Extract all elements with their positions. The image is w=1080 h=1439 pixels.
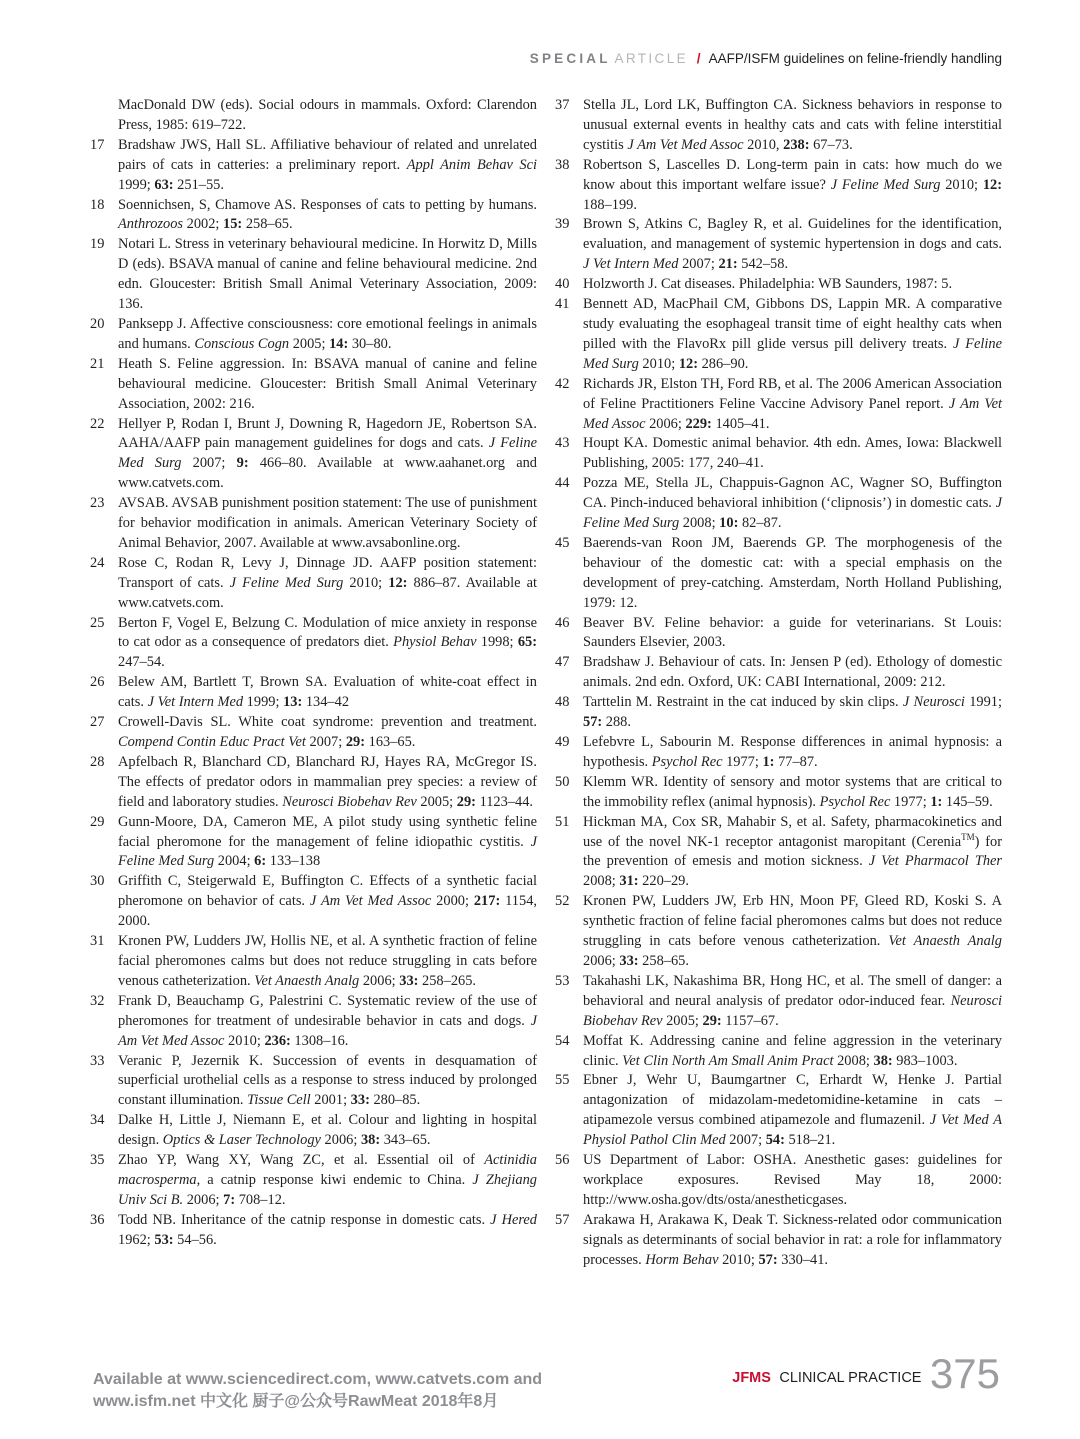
reference-number: 43 (555, 435, 570, 452)
reference-text: Brown S, Atkins C, Bagley R, et al. Guidelines for the identification, evaluation, and management of systemic hypertension in dogs and cats. J Vet Intern Med 2007; 21: 542–58. (583, 216, 1002, 273)
reference-number: 29 (90, 813, 105, 830)
reference-text: Holzworth J. Cat diseases. Philadelphia: WB Saunders, 1987: 5. (583, 276, 953, 293)
reference-item (555, 693, 1002, 733)
reference-text: Tarttelin M. Restraint in the cat induced by skin clips. J Neurosci 1991; 57: 288. (583, 694, 1002, 731)
reference-number: 26 (90, 674, 105, 691)
reference-item (90, 554, 537, 614)
reference-item (555, 813, 1002, 893)
reference-number: 21 (90, 355, 105, 372)
reference-item (90, 813, 537, 873)
reference-item (90, 1211, 537, 1251)
reference-text: Crowell-Davis SL. White coat syndrome: prevention and treatment. Compend Contin Educ Pract Vet 2007; 29: 163–65. (118, 714, 537, 750)
reference-item (90, 235, 537, 315)
reference-number: 48 (555, 694, 570, 711)
reference-number: 52 (555, 893, 570, 910)
header-separator: / (696, 51, 701, 66)
reference-text: Notari L. Stress in veterinary behavioural medicine. In Horwitz D, Mills D (eds). BSAVA manual of canine and feline behavioural medicine. 2nd edn. Gloucester: British Small Animal Veterinary Association, 2009: 136. (118, 236, 537, 313)
reference-item (90, 614, 537, 674)
reference-text: Bradshaw J. Behaviour of cats. In: Jensen P (ed). Ethology of domestic animals. 2nd edn. Oxford, UK: CABI International, 2009: 212. (583, 654, 1002, 691)
reference-text: US Department of Labor: OSHA. Anesthetic gases: guidelines for workplace exposures. Revised May 18, 2000: http://www.osha.gov/dts/osta/anestheticgases. (583, 1152, 1002, 1208)
availability-line-2: www.isfm.net 中文化 厨子@公众号RawMeat 2018年8月 (93, 1393, 499, 1410)
reference-text: Bradshaw JWS, Hall SL. Affiliative behaviour of related and unrelated pairs of cats in catteries: a preliminary report. Appl Anim Behav Sci 1999; 63: 251–55. (118, 136, 537, 193)
reference-item (555, 1071, 1002, 1151)
reference-number: 17 (90, 136, 105, 153)
reference-text: Gunn-Moore, DA, Cameron ME, A pilot study using synthetic feline facial pheromone for the management of feline idiopathic cystitis. J Feline Med Surg 2004; 6: 133–138 (118, 813, 537, 870)
reference-number: 42 (555, 375, 570, 392)
reference-item (90, 494, 537, 554)
reference-item (555, 275, 1002, 295)
reference-text: Richards JR, Elston TH, Ford RB, et al. The 2006 American Association of Feline Practitioners Feline Vaccine Advisory Panel report. J Am Vet Med Assoc 2006; 229: 1405–41. (583, 375, 1002, 432)
reference-item (90, 872, 537, 932)
reference-number: 50 (555, 773, 570, 790)
reference-item (555, 1032, 1002, 1072)
journal-abbrev: JFMS (732, 1370, 771, 1386)
reference-text: Robertson S, Lascelles D. Long-term pain in cats: how much do we know about this important welfare issue? J Feline Med Surg 2010; 12: 188–199. (583, 156, 1002, 213)
reference-number: 46 (555, 614, 570, 631)
reference-text: Rose C, Rodan R, Levy J, Dinnage JD. AAFP position statement: Transport of cats. J Feline Med Surg 2010; 12: 886–87. Available at www.catvets.com. (118, 554, 537, 611)
reference-text: Hickman MA, Cox SR, Mahabir S, et al. Safety, pharmacokinetics and use of the novel NK-1 receptor antagonist maropitant (Cerenia™) for the prevention of emesis and motion sickness. J Vet Pharmacol Ther 2008; 31: 220–29. (583, 813, 1003, 890)
reference-number: 55 (555, 1072, 570, 1089)
reference-item (555, 375, 1002, 435)
reference-item (90, 713, 537, 753)
reference-text: AVSAB. AVSAB punishment position statement: The use of punishment for behavior modification in animals. American Veterinary Society of Animal Behavior, 2007. Available at www.avsabonline.org. (118, 495, 537, 551)
reference-item (555, 614, 1002, 654)
section-label-article: ARTICLE (614, 51, 689, 66)
reference-text: Dalke H, Little J, Niemann E, et al. Colour and lighting in hospital design. Optics & Laser Technology 2006; 38: 343–65. (118, 1112, 537, 1149)
section-label: SPECIAL (529, 51, 611, 66)
reference-text: Hellyer P, Rodan I, Brunt J, Downing R, Hagedorn JE, Robertson SA. AAHA/AAFP pain management guidelines for dogs and cats. J Feline Med Surg 2007; 9: 466–80. Available at www.aahanet.org and www.catvets.com. (118, 415, 537, 492)
reference-text: Ebner J, Wehr U, Baumgartner C, Erhardt W, Henke J. Partial antagonization of midazolam-medetomidine-ketamine in cats – atipamezole versus combined atipamezole and flumazenil. J Vet Med A Physiol Pathol Clin Med 2007; 54: 518–21. (583, 1072, 1002, 1149)
reference-number: 53 (555, 972, 570, 989)
reference-number: 39 (555, 216, 570, 233)
reference-text: Panksepp J. Affective consciousness: core emotional feelings in animals and humans. Conscious Cogn 2005; 14: 30–80. (118, 315, 537, 352)
reference-item (555, 534, 1002, 614)
reference-text: Klemm WR. Identity of sensory and motor systems that are critical to the immobility reflex (animal hypnosis). Psychol Rec 1977; 1: 145–59. (583, 773, 1002, 810)
reference-number: 32 (90, 992, 105, 1009)
reference-number: 18 (90, 196, 105, 213)
journal-footer (732, 1350, 1000, 1398)
reference-number: 24 (90, 554, 105, 571)
reference-number: 28 (90, 753, 105, 770)
reference-number: 44 (555, 475, 570, 492)
reference-item (555, 215, 1002, 275)
reference-item (90, 355, 537, 415)
reference-number: 37 (555, 97, 570, 113)
reference-number: 34 (90, 1112, 105, 1129)
reference-text: Apfelbach R, Blanchard CD, Blanchard RJ, Hayes RA, McGregor IS. The effects of predator odors in mammalian prey species: a review of field and laboratory studies. Neurosci Biobehav Rev 2005; 29: 1123–44. (118, 753, 537, 810)
journal-section: CLINICAL PRACTICE (779, 1370, 922, 1386)
reference-column-left (90, 96, 537, 1251)
reference-text: Stella JL, Lord LK, Buffington CA. Sickness behaviors in response to unusual external events in healthy cats and cats with feline interstitial cystitis J Am Vet Med Assoc 2010, 238: 67–73. (583, 97, 1002, 153)
reference-number: 38 (555, 156, 570, 173)
reference-number: 36 (90, 1211, 105, 1228)
reference-text: Baerends-van Roon JM, Baerends GP. The morphogenesis of the behaviour of the domestic cat: with a special emphasis on the development of prey-catching. Amsterdam, North Holland Publishing, 1979: 12. (583, 534, 1002, 611)
reference-number: 23 (90, 495, 105, 512)
reference-item (90, 415, 537, 495)
reference-text: Soennichsen, S, Chamove AS. Responses of cats to petting by humans. Anthrozoos 2002; 15: 258–65. (118, 196, 537, 233)
reference-text: Lefebvre L, Sabourin M. Response differences in animal hypnosis: a hypothesis. Psychol Rec 1977; 1: 77–87. (583, 734, 1002, 770)
reference-text: Takahashi LK, Nakashima BR, Hong HC, et al. The smell of danger: a behavioral and neural analysis of predator odor-induced fear. Neurosci Biobehav Rev 2005; 29: 1157–67. (583, 972, 1002, 1029)
reference-item (555, 1151, 1002, 1211)
reference-number: 51 (555, 813, 570, 830)
reference-text: Moffat K. Addressing canine and feline aggression in the veterinary clinic. Vet Clin North Am Small Anim Pract 2008; 38: 983–1003. (583, 1032, 1002, 1069)
reference-item (555, 972, 1002, 1032)
availability-note (93, 1369, 542, 1413)
reference-number: 22 (90, 415, 105, 432)
page-number: 375 (929, 1350, 1000, 1397)
reference-number: 40 (555, 276, 570, 293)
reference-number: 49 (555, 734, 570, 750)
reference-number: 35 (90, 1152, 105, 1169)
reference-item (90, 196, 537, 236)
reference-number: 33 (90, 1052, 105, 1069)
reference-number: 25 (90, 614, 105, 631)
reference-text: Beaver BV. Feline behavior: a guide for veterinarians. St Louis: Saunders Elsevier, 2003. (583, 614, 1002, 651)
reference-number: 45 (555, 534, 570, 551)
reference-item (555, 773, 1002, 813)
reference-item (555, 653, 1002, 693)
reference-item (555, 156, 1002, 216)
reference-item (90, 1151, 537, 1211)
reference-item (90, 753, 537, 813)
reference-number: 54 (555, 1032, 570, 1049)
reference-text: Heath S. Feline aggression. In: BSAVA manual of canine and feline behavioural medicine. Gloucester: British Small Animal Veterinary Association, 2002: 216. (118, 355, 537, 412)
reference-item (555, 474, 1002, 534)
reference-number: 27 (90, 714, 105, 731)
running-head (530, 51, 1002, 66)
reference-number: 19 (90, 236, 105, 253)
reference-text: Arakawa H, Arakawa K, Deak T. Sickness-related odor communication signals as determinants of social behavior in rat: a role for inflammatory processes. Horm Behav 2010; 57: 330–41. (583, 1211, 1002, 1268)
reference-item (555, 434, 1002, 474)
reference-text: Veranic P, Jezernik K. Succession of events in desquamation of superficial urothelial cells as a response to stress induced by prolonged constant illumination. Tissue Cell 2001; 33: 280–85. (118, 1052, 537, 1109)
reference-column-right (555, 96, 1002, 1270)
reference-item (90, 1052, 537, 1112)
reference-text: Belew AM, Bartlett T, Brown SA. Evaluation of white-coat effect in cats. J Vet Intern Med 1999; 13: 134–42 (118, 674, 537, 711)
reference-item (555, 892, 1002, 972)
reference-number: 41 (555, 296, 570, 313)
reference-item (90, 315, 537, 355)
reference-item (555, 1211, 1002, 1271)
availability-line-1: Available at www.sciencedirect.com, www.catvets.com and (93, 1371, 543, 1388)
reference-text: Kronen PW, Ludders JW, Hollis NE, et al. A synthetic fraction of feline facial pheromones calms but does not reduce struggling in cats before venous catheterization. Vet Anaesth Analg 2006; 33: 258–265. (118, 933, 537, 989)
reference-text: Bennett AD, MacPhail CM, Gibbons DS, Lappin MR. A comparative study evaluating the esophageal transit time of eight healthy cats when pilled with the FlavoRx pill glide versus pill delivery treats. J Feline Med Surg 2010; 12: 286–90. (583, 296, 1002, 372)
reference-item (90, 136, 537, 196)
reference-number: 57 (555, 1211, 570, 1228)
article-running-title: AAFP/ISFM guidelines on feline-friendly handling (708, 51, 1002, 66)
reference-number: 31 (90, 933, 105, 950)
reference-number: 56 (555, 1152, 570, 1169)
reference-item (555, 96, 1002, 156)
reference-item (90, 932, 537, 992)
reference-text: MacDonald DW (eds). Social odours in mammals. Oxford: Clarendon Press, 1985: 619–722. (118, 97, 537, 133)
reference-item (90, 1111, 537, 1151)
reference-number: 20 (90, 315, 105, 332)
reference-text: Houpt KA. Domestic animal behavior. 4th edn. Ames, Iowa: Blackwell Publishing, 2005: 177, 240–41. (583, 435, 1002, 472)
reference-item (90, 673, 537, 713)
reference-text: Pozza ME, Stella JL, Chappuis-Gagnon AC, Wagner SO, Buffington CA. Pinch-induced behavioral inhibition (‘clipnosis’) in domestic cats. J Feline Med Surg 2008; 10: 82–87. (583, 475, 1002, 532)
reference-item (90, 96, 537, 136)
reference-text: Todd NB. Inheritance of the catnip response in domestic cats. J Hered 1962; 53: 54–56. (118, 1211, 537, 1248)
reference-text: Zhao YP, Wang XY, Wang ZC, et al. Essential oil of Actinidia macrosperma, a catnip response kiwi endemic to China. J Zhejiang Univ Sci B. 2006; 7: 708–12. (118, 1152, 537, 1208)
reference-number: 30 (90, 873, 105, 890)
reference-item (555, 733, 1002, 773)
reference-item (90, 992, 537, 1052)
reference-text: Berton F, Vogel E, Belzung C. Modulation of mice anxiety in response to cat odor as a consequence of predators diet. Physiol Behav 1998; 65: 247–54. (118, 614, 537, 671)
reference-text: Griffith C, Steigerwald E, Buffington C. Effects of a synthetic facial pheromone on behavior of cats. J Am Vet Med Assoc 2000; 217: 1154, 2000. (118, 873, 537, 930)
reference-item (555, 295, 1002, 375)
reference-text: Frank D, Beauchamp G, Palestrini C. Systematic review of the use of pheromones for treatment of undesirable behavior in cats and dogs. J Am Vet Med Assoc 2010; 236: 1308–16. (118, 992, 537, 1049)
reference-text: Kronen PW, Ludders JW, Erb HN, Moon PF, Gleed RD, Koski S. A synthetic fraction of feline facial pheromones calms but does not reduce struggling in cats before venous catheterization. Vet Anaesth Analg 2006; 33: 258–65. (583, 893, 1003, 969)
reference-number: 47 (555, 654, 570, 671)
